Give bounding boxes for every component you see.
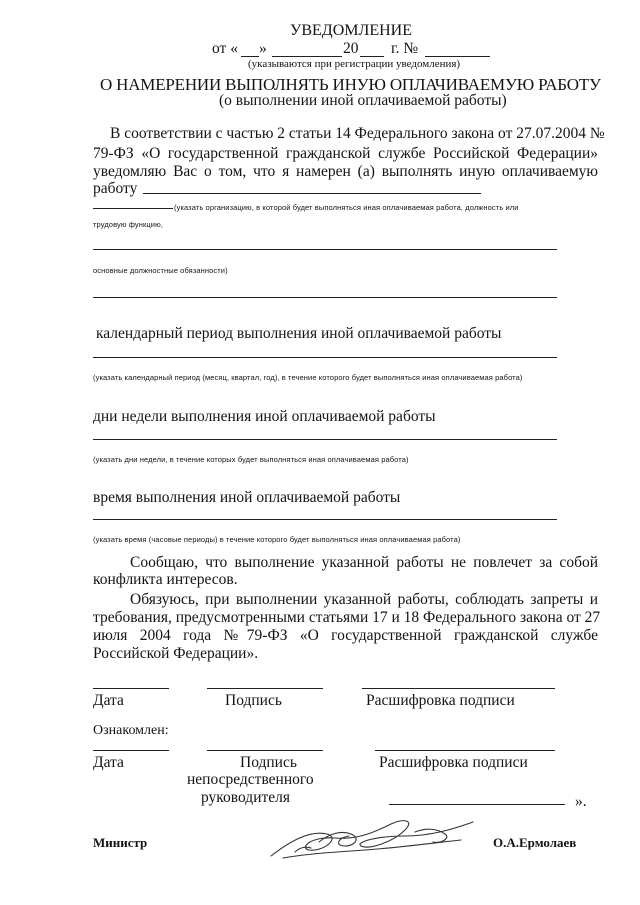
statement-p1-line-1: Сообщаю, что выполнение указанной работы не повлечет за собой — [130, 554, 598, 571]
weekdays-blank-line — [93, 439, 557, 440]
time-hint: (указать время (часовые периоды) в течение которого будет выполняться иная оплачиваемая работа) — [93, 535, 461, 544]
intro-line-1: В соответствии с частью 2 статьи 14 Федерального закона от 27.07.2004 № — [110, 125, 605, 142]
acknowledged-label: Ознакомлен: — [93, 723, 169, 738]
employee-signature-line — [207, 688, 323, 689]
manager-signature-line-2: непосредственного — [187, 771, 314, 788]
statement-p2-line-4: Российской Федерации». — [93, 645, 259, 662]
employee-date-label: Дата — [93, 692, 124, 709]
weekdays-hint: (указать дни недели, в течение которых будет выполняться иная оплачиваемая работа) — [93, 455, 409, 464]
org-hint-line-2: трудовую функцию, — [93, 220, 164, 229]
statement-p2-line-1: Обязуюсь, при выполнении указанной работы, соблюдать запреты и — [130, 591, 598, 608]
duties-hint: основные должностные обязанности) — [93, 266, 228, 275]
period-hint: (указать календарный период (месяц, квартал, год), в течение которого будет выполняться иная оплачиваемая работа) — [93, 373, 523, 382]
work-blank-line — [143, 193, 481, 194]
duties-blank-line — [93, 297, 557, 298]
period-blank-line — [93, 357, 557, 358]
manager-signature-line-3: руководителя — [201, 789, 291, 806]
intro-line-3: уведомляю Вас о том, что я намерен (а) выполнять иную оплачиваемую — [93, 163, 598, 180]
statement-p1-line-2: конфликта интересов. — [93, 571, 238, 588]
manager-signature-line-1: Подпись — [240, 754, 297, 771]
employee-signature-label: Подпись — [225, 692, 282, 709]
manager-date-line — [93, 750, 169, 751]
employee-decoding-line — [362, 688, 555, 689]
manager-date-label: Дата — [93, 754, 124, 771]
month-blank — [272, 56, 342, 57]
employee-date-line — [93, 688, 169, 689]
minister-signature-scribble — [265, 812, 490, 868]
date-year: 20 — [343, 40, 359, 57]
manager-decoding-label: Расшифровка подписи — [379, 754, 528, 771]
document-heading: О НАМЕРЕНИИ ВЫПОЛНЯТЬ ИНУЮ ОПЛАЧИВАЕМУЮ РАБОТУ — [100, 75, 601, 94]
time-label: время выполнения иной оплачиваемой работы — [93, 489, 401, 506]
org-blank-line — [93, 249, 557, 250]
weekdays-label: дни недели выполнения иной оплачиваемой работы — [93, 408, 436, 425]
manager-signature-line — [207, 750, 323, 751]
time-blank-line — [93, 519, 557, 520]
number-blank — [425, 56, 490, 57]
closing-mark: ». — [575, 793, 587, 810]
date-prefix: от « — [212, 40, 238, 57]
minister-name: О.А.Ермолаев — [493, 835, 577, 850]
employee-decoding-label: Расшифровка подписи — [366, 692, 515, 709]
minister-title: Министр — [93, 835, 148, 850]
year-blank — [360, 56, 384, 57]
statement-p2-line-3: июля 2004 года №79-ФЗ «О государственной гражданской службе — [93, 627, 598, 644]
day-blank — [241, 56, 259, 57]
org-hint-line-1: (указать организацию, в которой будет выполняться иная оплачиваемая работа, должность или — [174, 203, 519, 212]
registration-hint: (указываются при регистрации уведомления) — [248, 58, 461, 70]
closing-blank-line — [389, 804, 565, 805]
statement-p2-line-2: требования, предусмотренными статьями 17 и 18 Федерального закона от 27 — [93, 609, 601, 626]
document-title: УВЕДОМЛЕНИЕ — [290, 22, 412, 39]
manager-decoding-line — [375, 750, 555, 751]
period-label: календарный период выполнения иной оплачиваемой работы — [96, 325, 502, 342]
document-subheading: (о выполнении иной оплачиваемой работы) — [219, 92, 507, 109]
org-blank-short — [93, 208, 173, 209]
date-mid: » — [259, 40, 267, 57]
intro-line-2: 79-ФЗ «О государственной гражданской службе Российской Федерации» — [93, 145, 598, 162]
number-label: г. № — [391, 40, 419, 57]
intro-line-4: работу — [93, 180, 138, 197]
